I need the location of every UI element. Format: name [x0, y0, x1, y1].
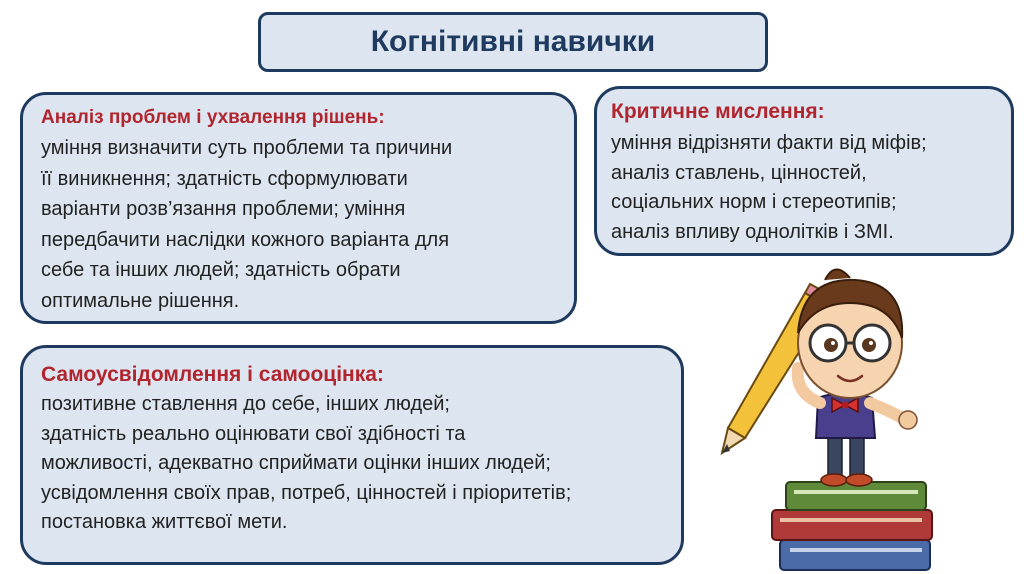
self-awareness-box: [20, 345, 684, 565]
legs-icon: [821, 433, 872, 486]
critical-line: соціальних норм і стереотипів;: [611, 191, 897, 213]
title-box: [258, 12, 768, 72]
critical-line: аналіз ставлень, цінностей,: [611, 161, 867, 184]
self-line: усвідомлення своїх прав, потреб, цінностей і пріоритетів;: [41, 481, 572, 504]
analysis-heading: Аналіз проблем і ухвалення рішень:: [41, 107, 385, 128]
self-line: можливості, адекватно сприймати оцінки інших людей;: [41, 452, 551, 474]
critical-heading: Критичне мислення:: [611, 100, 825, 123]
analysis-box: [20, 92, 577, 324]
critical-thinking-box: [594, 86, 1014, 256]
self-line: постановка життєвої мети.: [41, 511, 288, 533]
self-line: позитивне ставлення до себе, інших людей;: [41, 393, 450, 415]
analysis-line: оптимальне рішення.: [41, 289, 240, 312]
analysis-line: варіанти розв’язання проблеми; уміння: [41, 198, 406, 220]
self-line: здатність реально оцінювати свої здібності та: [41, 422, 466, 445]
page-title: Когнітивні навички: [370, 25, 656, 58]
student-with-pencil-illustration: [710, 248, 950, 574]
analysis-line: її виникнення; здатність сформулювати: [41, 167, 408, 190]
self-heading: Самоусвідомлення і самооцінка:: [41, 363, 384, 386]
analysis-line: себе та інших людей; здатність обрати: [41, 259, 401, 281]
critical-line: аналіз впливу однолітків і ЗМІ.: [611, 220, 894, 243]
books-stack-icon: [772, 482, 932, 570]
analysis-line: уміння визначити суть проблеми та причини: [41, 137, 453, 159]
analysis-line: передбачити наслідки кожного варіанта для: [41, 228, 450, 251]
hand-icon: [899, 411, 917, 429]
critical-line: уміння відрізняти факти від міфів;: [611, 132, 927, 154]
